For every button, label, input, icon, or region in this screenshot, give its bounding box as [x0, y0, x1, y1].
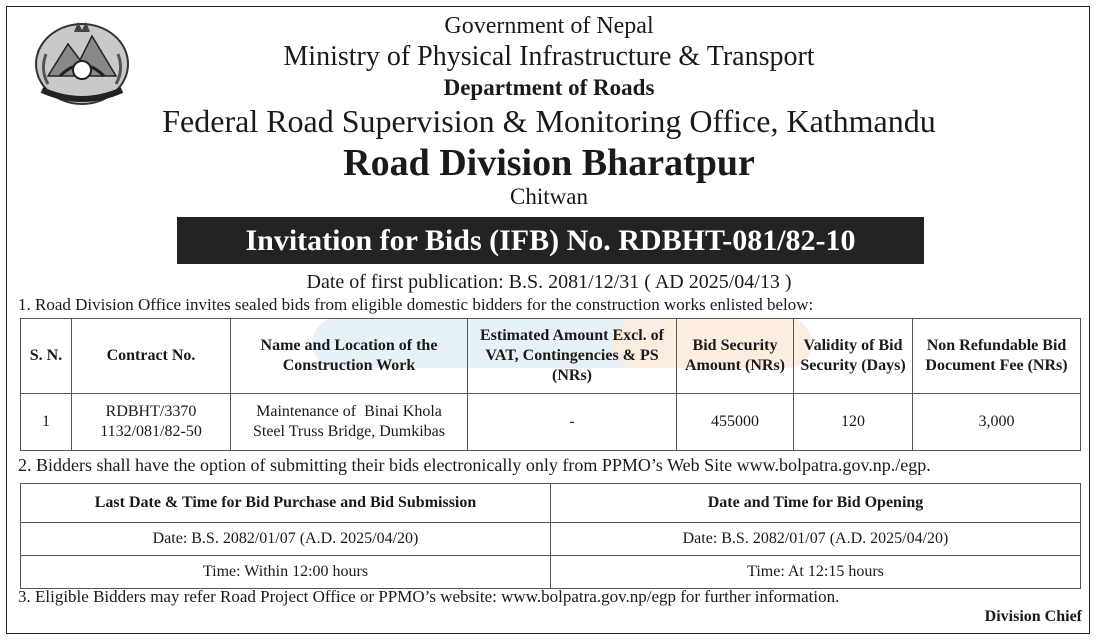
header-contract-no: Contract No. — [72, 319, 231, 394]
cell-contract-no — [72, 394, 231, 451]
schedule-table — [20, 483, 1081, 589]
department-line: Department of Roads — [443, 75, 655, 100]
header-bid-opening: Date and Time for Bid Opening — [551, 484, 1081, 523]
paragraph-3: 3. Eligible Bidders may refer Road Project Office or PPMO’s website: www.bolpatra.gov.np/egp for further information. — [18, 587, 840, 606]
cell-work-name — [231, 394, 468, 451]
opening-date: Date: B.S. 2082/01/07 (A.D. 2025/04/20) — [551, 523, 1081, 556]
publication-date: Date of first publication: B.S. 2081/12/31 ( AD 2025/04/13 ) — [306, 271, 792, 293]
paragraph-1: 1. Road Division Office invites sealed bids from eligible domestic bidders for the construction works enlisted below: — [18, 295, 814, 314]
header-validity: Validity of Bid Security (Days) — [794, 319, 913, 394]
table-row — [21, 556, 1081, 589]
cell-document-fee: 3,000 — [913, 394, 1081, 451]
ifb-title-banner: Invitation for Bids (IFB) No. RDBHT-081/82-10 — [177, 217, 924, 264]
work-name-line-2: Steel Truss Bridge, Dumkibas — [252, 423, 445, 440]
office-line: Federal Road Supervision & Monitoring Office, Kathmandu — [162, 103, 936, 139]
submission-time: Time: Within 12:00 hours — [21, 556, 551, 589]
ministry-line: Ministry of Physical Infrastructure & Transport — [283, 41, 815, 72]
work-name-line-1: Maintenance of Binai Khola — [256, 403, 442, 420]
header-document-fee: Non Refundable Bid Document Fee (NRs) — [913, 319, 1081, 394]
header-submission-deadline: Last Date & Time for Bid Purchase and Bid Submission — [21, 484, 551, 523]
header-sn: S. N. — [21, 319, 72, 394]
opening-time: Time: At 12:15 hours — [551, 556, 1081, 589]
header-estimated-amount: Estimated Amount Excl. of VAT, Contingencies & PS (NRs) — [468, 319, 677, 394]
works-table — [20, 318, 1081, 451]
table-row — [21, 394, 1081, 451]
table-header-row — [21, 319, 1081, 394]
table-row — [21, 523, 1081, 556]
division-title: Road Division Bharatpur — [343, 142, 755, 184]
cell-sn: 1 — [21, 394, 72, 451]
signature-division-chief: Division Chief — [984, 608, 1082, 625]
government-line: Government of Nepal — [444, 13, 654, 39]
district-line: Chitwan — [510, 184, 588, 209]
cell-bid-security: 455000 — [677, 394, 794, 451]
cell-validity: 120 — [794, 394, 913, 451]
contract-no-line-2: 1132/081/82-50 — [100, 423, 202, 440]
header-bid-security: Bid Security Amount (NRs) — [677, 319, 794, 394]
contract-no-line-1: RDBHT/3370 — [105, 403, 197, 420]
header-work-name: Name and Location of the Construction Work — [231, 319, 468, 394]
cell-estimated-amount: - — [468, 394, 677, 451]
submission-date: Date: B.S. 2082/01/07 (A.D. 2025/04/20) — [21, 523, 551, 556]
paragraph-2: 2. Bidders shall have the option of submitting their bids electronically only from PPMO’s Web Site www.bolpatra.gov.np./egp. — [18, 455, 931, 475]
schedule-header-row — [21, 484, 1081, 523]
